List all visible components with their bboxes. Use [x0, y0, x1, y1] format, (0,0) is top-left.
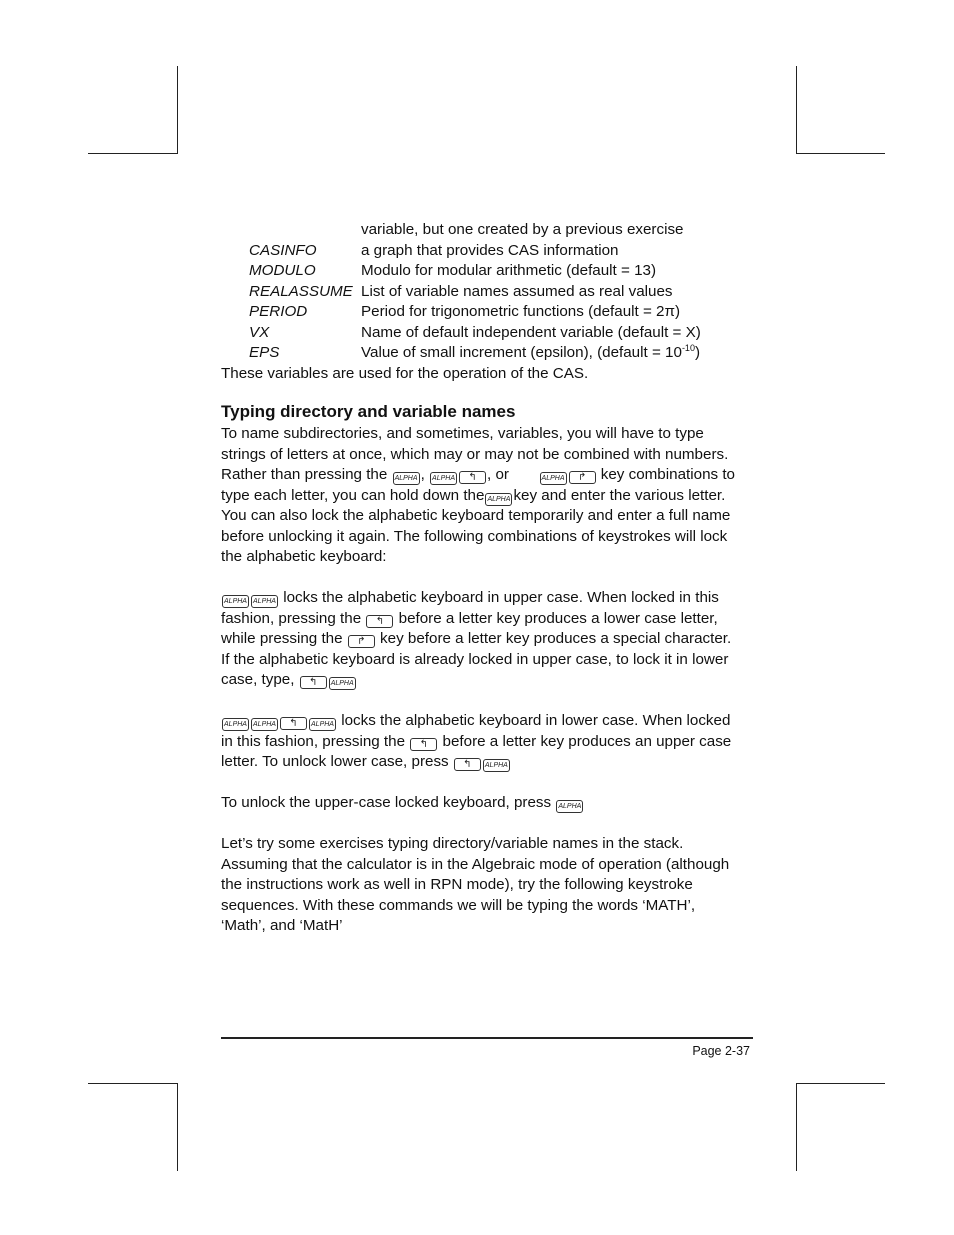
alpha-key-icon: ALPHA: [251, 718, 278, 731]
paragraph-line: Let’s try some exercises typing directory/variable names in the stack.: [221, 835, 684, 852]
paragraph-line: [221, 732, 753, 753]
paragraph-line: [221, 670, 753, 691]
variable-description: Modulo for modular arithmetic (default = 13): [361, 262, 657, 279]
crop-mark-bl-h: [88, 1083, 177, 1084]
variable-name: VX: [249, 323, 270, 341]
spacer: [221, 814, 753, 835]
right-shift-key-icon: ↱: [569, 471, 596, 484]
right-shift-key-icon: ↱: [348, 635, 375, 648]
variable-name: CASINFO: [249, 241, 317, 259]
paragraph-line: If the alphabetic keyboard is already locked in upper case, to lock it in lower: [221, 650, 729, 668]
variable-description: List of variable names assumed as real values: [361, 282, 673, 300]
page-number: Page 2-37: [692, 1044, 750, 1058]
alpha-key-icon: ALPHA: [309, 718, 336, 731]
section-heading: Typing directory and variable names: [221, 402, 516, 421]
paragraph-line: [221, 486, 753, 507]
text-fragment: in this fashion, pressing the: [221, 732, 406, 750]
paragraph-line: [221, 752, 753, 773]
paragraph-line: [221, 793, 753, 814]
footer-rule: [221, 1037, 753, 1039]
left-shift-key-icon: ↰: [454, 758, 481, 771]
paragraph-line: Assuming that the calculator is in the Algebraic mode of operation (although: [221, 855, 730, 873]
paragraph-line: [221, 629, 753, 650]
eps-exponent: -10: [681, 342, 695, 353]
spacer: [221, 568, 753, 589]
crop-mark-br-h: [797, 1083, 885, 1084]
variable-row-continuation: [221, 220, 753, 241]
text-fragment: while pressing the: [221, 630, 343, 647]
text-fragment: To unlock the upper-case locked keyboard, press: [221, 794, 552, 811]
variable-row: [221, 343, 753, 364]
left-shift-key-icon: ↰: [280, 717, 307, 730]
text-fragment: ,: [420, 466, 425, 483]
paragraph-line: To name subdirectories, and sometimes, variables, you will have to type: [221, 425, 704, 442]
variable-row: [221, 282, 753, 303]
text-fragment: case, type,: [221, 671, 295, 688]
alpha-key-icon: ALPHA: [556, 800, 583, 813]
alpha-key-icon: ALPHA: [222, 718, 249, 731]
crop-mark-tl-h: [88, 153, 177, 154]
paragraph-line: [221, 465, 753, 486]
variable-description: Period for trigonometric functions (default = 2π): [361, 303, 681, 320]
paragraph-line: before unlocking it again. The following combinations of keystrokes will lock: [221, 527, 728, 545]
variable-name: PERIOD: [249, 303, 308, 320]
variable-row: [221, 241, 753, 262]
paragraph-line: strings of letters at once, which may or may not be combined with numbers.: [221, 445, 729, 463]
alpha-key-icon: ALPHA: [485, 493, 512, 506]
crop-mark-bl-v: [177, 1083, 178, 1171]
crop-mark-br-v: [796, 1083, 797, 1171]
variable-description: variable, but one created by a previous exercise: [361, 221, 684, 238]
variable-name: EPS: [249, 344, 280, 361]
spacer: [221, 691, 753, 712]
alpha-key-icon: ALPHA: [483, 759, 510, 772]
text-fragment: letter. To unlock lower case, press: [221, 753, 449, 770]
variable-row: [221, 261, 753, 282]
paragraph-line: ‘Math’, and ‘MatH’: [221, 917, 343, 934]
left-shift-key-icon: ↰: [410, 738, 437, 751]
text-fragment: key and enter the various letter.: [513, 486, 726, 504]
variable-description: [361, 343, 700, 364]
text-fragment: key combinations to: [600, 466, 735, 483]
paragraph-line: [221, 588, 753, 609]
crop-mark-tr-h: [797, 153, 885, 154]
crop-mark-tr-v: [796, 66, 797, 154]
variable-row: [221, 323, 753, 344]
text-fragment: before a letter key produces a lower case letter,: [398, 609, 718, 627]
alpha-key-icon: ALPHA: [251, 595, 278, 608]
text-fragment: locks the alphabetic keyboard in lower case. When locked: [341, 712, 731, 729]
paragraph-line: the instructions work as well in RPN mode), try the following keystroke: [221, 876, 693, 893]
page-content: [221, 220, 753, 937]
paragraph-line: You can also lock the alphabetic keyboard temporarily and enter a full name: [221, 507, 731, 524]
left-shift-key-icon: ↰: [366, 615, 393, 628]
crop-mark-tl-v: [177, 66, 178, 154]
left-shift-key-icon: ↰: [459, 471, 486, 484]
paragraph-line: the alphabetic keyboard:: [221, 548, 387, 565]
left-shift-key-icon: ↰: [300, 676, 327, 689]
text-fragment: type each letter, you can hold down the: [221, 486, 485, 504]
eps-default-text: Value of small increment (epsilon), (default = 10: [361, 344, 682, 361]
text-fragment: before a letter key produces an upper case: [442, 732, 732, 750]
alpha-key-icon: ALPHA: [222, 595, 249, 608]
variable-description: Name of default independent variable (default = X): [361, 323, 701, 341]
eps-close-paren: ): [694, 344, 701, 361]
paragraph-line: sequences. With these commands we will be typing the words ‘MATH’,: [221, 896, 696, 914]
alpha-key-icon: ALPHA: [430, 472, 457, 485]
spacer: [221, 773, 753, 794]
text-fragment: locks the alphabetic keyboard in upper case. When locked in this: [283, 589, 719, 606]
text-fragment: , or: [487, 466, 509, 483]
variable-row: [221, 302, 753, 323]
text-fragment: fashion, pressing the: [221, 609, 362, 627]
alpha-key-icon: ALPHA: [540, 472, 567, 485]
text-fragment: Rather than pressing the: [221, 466, 388, 483]
variables-closing: These variables are used for the operation of the CAS.: [221, 364, 589, 382]
variable-name: REALASSUME: [249, 282, 353, 300]
variable-description: a graph that provides CAS information: [361, 241, 619, 259]
alpha-key-icon: ALPHA: [393, 472, 420, 485]
alpha-key-icon: ALPHA: [329, 677, 356, 690]
variable-name: MODULO: [249, 262, 316, 279]
paragraph-line: [221, 609, 753, 630]
text-fragment: key before a letter key produces a special character.: [380, 630, 732, 647]
paragraph-line: [221, 711, 753, 732]
